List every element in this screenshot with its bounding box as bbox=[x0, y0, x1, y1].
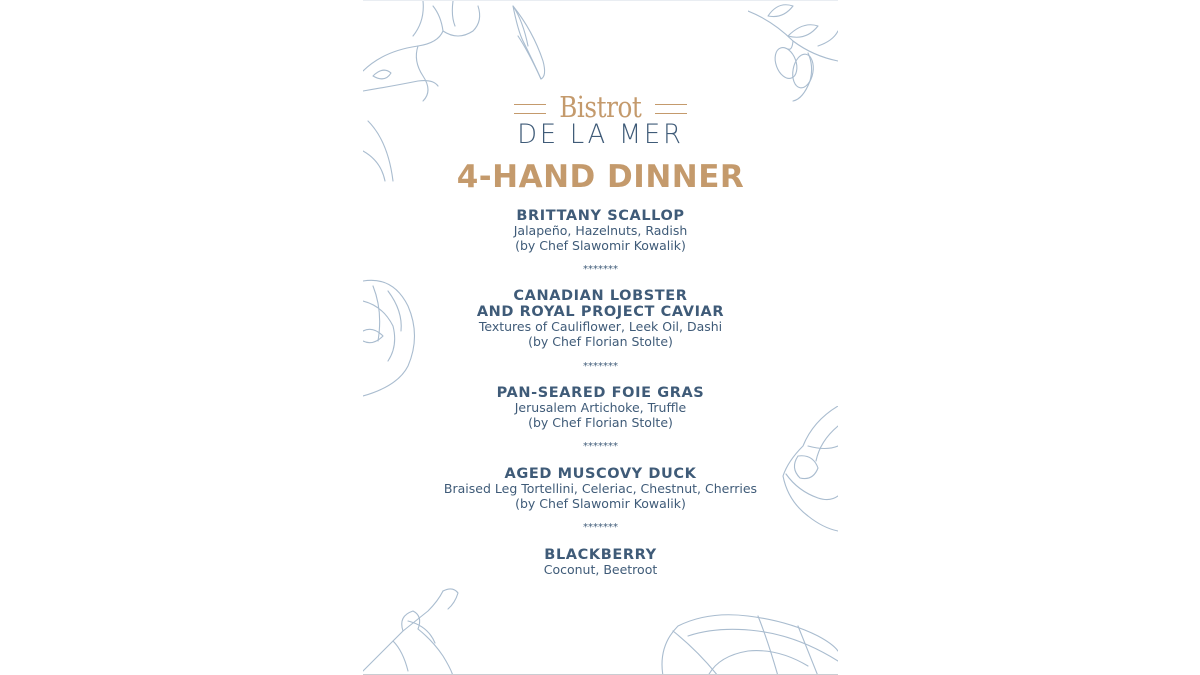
course-separator: ******* bbox=[583, 264, 618, 275]
course-name: BLACKBERRY bbox=[544, 547, 657, 563]
logo-left-ornament bbox=[514, 104, 546, 114]
oyster-illustration bbox=[658, 606, 838, 675]
course-chef: (by Chef Slawomir Kowalik) bbox=[515, 495, 686, 511]
course-description: Coconut, Beetroot bbox=[543, 562, 658, 577]
logo-right-ornament bbox=[655, 104, 687, 114]
logo-subtitle-text: DE LA MER bbox=[517, 119, 684, 150]
course-separator: ******* bbox=[583, 522, 618, 533]
course-name: AND ROYAL PROJECT CAVIAR bbox=[476, 304, 725, 320]
course-chef: (by Chef Florian Stolte) bbox=[528, 333, 673, 349]
course-item bbox=[363, 466, 838, 511]
event-title: 4-HAND DINNER bbox=[456, 159, 745, 195]
course-name: CANADIAN LOBSTER bbox=[513, 288, 688, 304]
course-item bbox=[363, 547, 838, 578]
course-item bbox=[363, 208, 838, 253]
course-name: BRITTANY SCALLOP bbox=[516, 208, 685, 224]
course-separator: ******* bbox=[583, 361, 618, 372]
course-separator: ******* bbox=[583, 441, 618, 452]
course-name: PAN-SEARED FOIE GRAS bbox=[496, 385, 705, 401]
course-chef: (by Chef Slawomir Kowalik) bbox=[515, 237, 686, 253]
course-item bbox=[363, 385, 838, 430]
course-description: Textures of Cauliflower, Leek Oil, Dashi bbox=[478, 319, 723, 334]
chili-illustration bbox=[363, 581, 473, 675]
course-description: Braised Leg Tortellini, Celeriac, Chestnut, Cherries bbox=[443, 481, 758, 496]
logo-script-text: Bistrot bbox=[559, 90, 642, 124]
course-name: AGED MUSCOVY DUCK bbox=[504, 466, 697, 482]
course-chef: (by Chef Florian Stolte) bbox=[528, 414, 673, 430]
menu-page bbox=[363, 0, 838, 675]
course-description: Jalapeño, Hazelnuts, Radish bbox=[513, 223, 688, 238]
restaurant-logo bbox=[363, 91, 838, 149]
course-item bbox=[363, 288, 838, 349]
course-description: Jerusalem Artichoke, Truffle bbox=[514, 400, 687, 415]
